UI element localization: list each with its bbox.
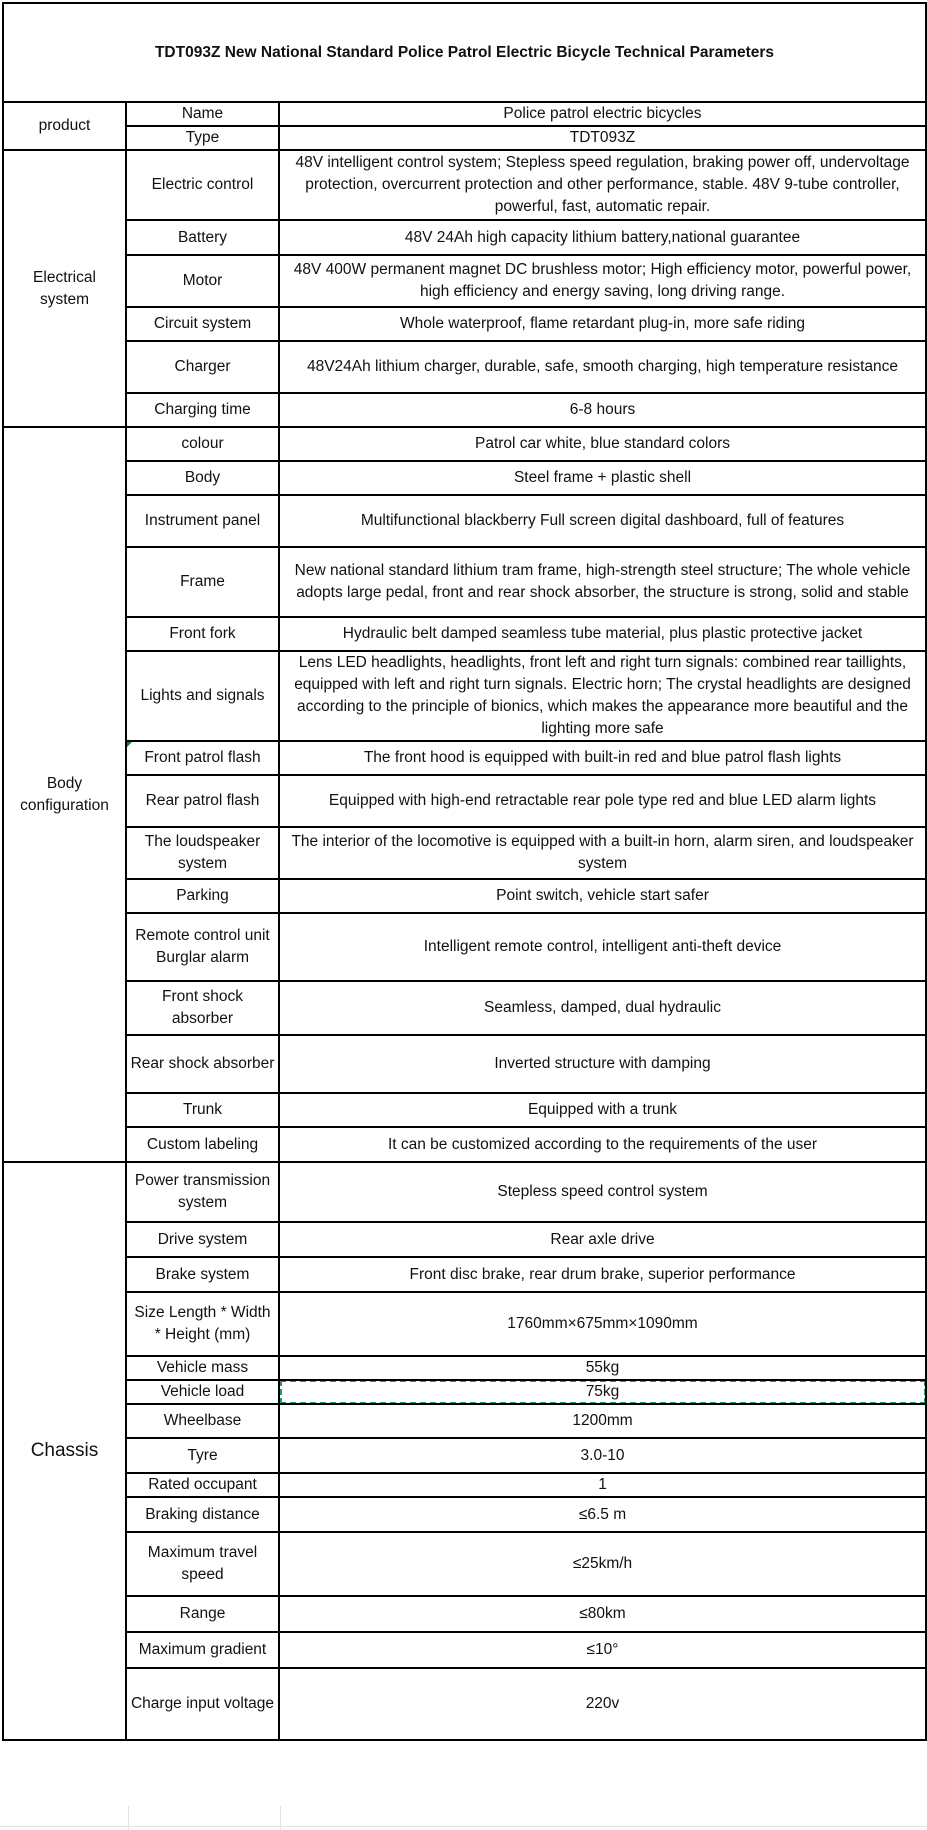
table-row <box>3 102 926 126</box>
value-text: Patrol car white, blue standard colors <box>474 435 731 452</box>
value-text: Equipped with a trunk <box>527 1101 678 1118</box>
param-label: Charger <box>174 358 231 375</box>
table-row <box>3 1532 926 1596</box>
param-label: Maximum gradient <box>138 1641 267 1658</box>
value-text: Hydraulic belt damped seamless tube material, plus plastic protective jacket <box>342 625 863 642</box>
value-cell[interactable] <box>279 126 926 150</box>
value-text: 220v <box>585 1695 620 1712</box>
value-cell[interactable] <box>279 1497 926 1532</box>
param-label: colour <box>181 435 224 452</box>
table-row <box>3 1292 926 1356</box>
param-cell[interactable] <box>126 393 279 427</box>
value-text: It can be customized according to the requirements of the user <box>387 1135 818 1153</box>
value-cell[interactable] <box>279 495 926 547</box>
param-label: Brake system <box>155 1265 250 1283</box>
table-row <box>3 393 926 427</box>
value-text: Lens LED headlights, headlights, front left and right turn signals: combined rear taillights, equipped with left and right turn signals. Electric horn; The crystal headlights are designed according to the principle of bionics, which makes the appearance more beautiful and the lighting more safe <box>294 654 911 737</box>
param-cell[interactable] <box>126 1596 279 1632</box>
value-cell[interactable] <box>279 220 926 255</box>
value-cell[interactable] <box>279 741 926 775</box>
value-cell[interactable] <box>279 1257 926 1292</box>
param-cell[interactable] <box>126 775 279 827</box>
table-row <box>3 1438 926 1473</box>
value-text: 48V intelligent control system; Stepless speed regulation, braking power off, undervoltage protection, overcurrent protection and other performance, stable. 48V 9-tube controller, powerful, fast, automatic repair. <box>295 154 910 215</box>
value-text: Whole waterproof, flame retardant plug-in, more safe riding <box>400 315 805 332</box>
param-label: Circuit system <box>153 315 252 332</box>
sheet-gridline <box>0 1826 927 1827</box>
table-row <box>3 1668 926 1740</box>
value-cell[interactable] <box>279 981 926 1035</box>
table-row <box>3 651 926 741</box>
param-cell[interactable] <box>126 1222 279 1257</box>
param-label: Parking <box>176 887 229 904</box>
value-cell[interactable] <box>279 827 926 879</box>
value-text: 48V 400W permanent magnet DC brushless motor; High efficiency motor, powerful power, high efficiency and energy saving, long driving range. <box>293 261 912 300</box>
value-text: Equipped with high-end retractable rear pole type red and blue LED alarm lights <box>328 792 877 809</box>
table-row <box>3 1632 926 1668</box>
param-cell[interactable] <box>126 495 279 547</box>
param-label: Front fork <box>169 625 236 642</box>
param-label: Size Length * Width * Height (mm) <box>134 1304 271 1343</box>
value-text: Multifunctional blackberry Full screen digital dashboard, full of features <box>360 512 845 529</box>
param-cell[interactable] <box>126 913 279 981</box>
param-cell[interactable] <box>126 981 279 1035</box>
table-row <box>3 913 926 981</box>
param-cell[interactable] <box>126 827 279 879</box>
param-cell[interactable] <box>126 1380 279 1404</box>
table-row <box>3 1473 926 1497</box>
table-row <box>3 1404 926 1438</box>
param-label: Front patrol flash <box>144 749 261 766</box>
param-cell[interactable] <box>126 102 279 126</box>
param-cell[interactable] <box>126 1473 279 1497</box>
param-label: Rear shock absorber <box>130 1055 275 1072</box>
table-row <box>3 307 926 341</box>
param-cell[interactable] <box>126 255 279 307</box>
param-cell[interactable] <box>126 1356 279 1380</box>
param-cell[interactable] <box>126 1668 279 1740</box>
value-text: TDT093Z <box>569 129 636 146</box>
table-row <box>3 1356 926 1380</box>
param-cell[interactable] <box>126 1035 279 1093</box>
param-label: The loudspeaker system <box>144 833 261 872</box>
table-row <box>3 1380 926 1404</box>
table-row <box>3 461 926 495</box>
param-cell[interactable] <box>126 307 279 341</box>
value-text: New national standard lithium tram frame, high-strength steel structure; The whole vehicle adopts large pedal, front and rear shock absorber, the structure is strong, solid and stable <box>294 562 911 601</box>
value-text: Point switch, vehicle start safer <box>496 887 709 904</box>
table-row <box>3 427 926 461</box>
value-cell[interactable] <box>279 913 926 981</box>
value-cell[interactable] <box>279 1380 926 1404</box>
param-label: Vehicle load <box>160 1383 245 1400</box>
param-cell[interactable] <box>126 1292 279 1356</box>
value-cell[interactable] <box>279 1632 926 1668</box>
group-cell[interactable]: Electrical system <box>3 150 126 427</box>
table-row <box>3 1035 926 1093</box>
table-row <box>3 495 926 547</box>
table-row <box>3 1497 926 1532</box>
table-title[interactable]: TDT093Z New National Standard Police Patrol Electric Bicycle Technical Parameters <box>3 3 926 102</box>
value-text: Front disc brake, rear drum brake, superior performance <box>409 1265 796 1283</box>
table-row <box>3 255 926 307</box>
value-cell[interactable] <box>279 102 926 126</box>
value-text: ≤25km/h <box>572 1555 633 1572</box>
table-row <box>3 341 926 393</box>
table-row <box>3 150 926 220</box>
param-label: Power transmission system <box>134 1172 271 1211</box>
param-label: Custom labeling <box>146 1135 259 1153</box>
param-label: Maximum travel speed <box>147 1544 258 1583</box>
param-cell[interactable] <box>126 220 279 255</box>
value-text: Stepless speed control system <box>497 1183 708 1200</box>
param-cell[interactable] <box>126 1497 279 1532</box>
param-label: Rear patrol flash <box>145 792 260 809</box>
param-label: Electric control <box>151 176 254 193</box>
table-row <box>3 775 926 827</box>
table-row <box>3 1093 926 1127</box>
param-cell[interactable] <box>126 150 279 220</box>
value-text: 3.0-10 <box>580 1446 625 1464</box>
param-cell[interactable] <box>126 651 279 741</box>
param-label: Motor <box>182 272 223 289</box>
value-cell[interactable] <box>279 879 926 913</box>
value-cell[interactable] <box>279 393 926 427</box>
group-cell[interactable]: Chassis <box>3 1162 126 1740</box>
value-text: Steel frame + plastic shell <box>513 469 692 486</box>
param-cell[interactable] <box>126 547 279 617</box>
value-text: 1200mm <box>572 1412 633 1429</box>
param-label: Wheelbase <box>163 1412 242 1429</box>
value-cell[interactable] <box>279 1035 926 1093</box>
param-cell[interactable] <box>126 1093 279 1127</box>
param-label: Drive system <box>157 1230 248 1248</box>
value-cell[interactable] <box>279 1292 926 1356</box>
table-row <box>3 220 926 255</box>
value-cell[interactable] <box>279 1222 926 1257</box>
param-label: Charge input voltage <box>130 1695 275 1712</box>
param-cell[interactable] <box>126 341 279 393</box>
value-cell[interactable] <box>279 461 926 495</box>
value-cell[interactable] <box>279 255 926 307</box>
param-cell[interactable] <box>126 1404 279 1438</box>
value-text: 6-8 hours <box>569 401 636 418</box>
param-cell[interactable] <box>126 126 279 150</box>
value-cell[interactable] <box>279 651 926 741</box>
param-cell[interactable] <box>126 617 279 651</box>
value-cell[interactable] <box>279 150 926 220</box>
group-cell[interactable]: product <box>3 102 126 150</box>
table-row <box>3 1222 926 1257</box>
group-cell[interactable]: Body configuration <box>3 427 126 1162</box>
value-cell[interactable] <box>279 427 926 461</box>
value-text: 75kg <box>585 1383 620 1400</box>
value-text: 1760mm×675mm×1090mm <box>507 1315 698 1332</box>
value-text: 48V24Ah lithium charger, durable, safe, smooth charging, high temperature resistance <box>306 358 899 375</box>
param-label: Trunk <box>182 1101 223 1118</box>
value-cell[interactable] <box>279 1127 926 1162</box>
param-label: Front shock absorber <box>162 988 243 1027</box>
table-row <box>3 1162 926 1222</box>
table-row <box>3 547 926 617</box>
value-cell[interactable] <box>279 1473 926 1497</box>
value-text: The front hood is equipped with built-in red and blue patrol flash lights <box>363 749 842 766</box>
value-text: ≤80km <box>579 1605 626 1622</box>
value-cell[interactable] <box>279 1596 926 1632</box>
value-text: Inverted structure with damping <box>494 1055 711 1072</box>
param-label: Rated occupant <box>148 1476 257 1493</box>
value-cell[interactable] <box>279 547 926 617</box>
param-label: Tyre <box>187 1446 218 1464</box>
param-cell[interactable] <box>126 1127 279 1162</box>
param-cell[interactable] <box>126 1257 279 1292</box>
value-text: The interior of the locomotive is equipped with a built-in horn, alarm siren, and loudspeaker system <box>291 833 914 872</box>
value-cell[interactable] <box>279 775 926 827</box>
param-cell[interactable] <box>126 879 279 913</box>
param-cell[interactable] <box>126 741 279 775</box>
value-cell[interactable] <box>279 307 926 341</box>
value-text: Police patrol electric bicycles <box>503 105 702 122</box>
table-row <box>3 126 926 150</box>
value-text: Intelligent remote control, intelligent anti-theft device <box>423 938 782 955</box>
value-cell[interactable] <box>279 617 926 651</box>
value-cell[interactable] <box>279 1093 926 1127</box>
spec-table <box>2 2 927 1741</box>
param-label: Name <box>181 105 224 122</box>
title-row <box>3 3 926 102</box>
table-row <box>3 981 926 1035</box>
value-text: 1 <box>598 1476 607 1493</box>
value-text: ≤10° <box>586 1641 619 1658</box>
value-text: Seamless, damped, dual hydraulic <box>484 999 721 1016</box>
value-cell[interactable] <box>279 1162 926 1222</box>
value-text: 55kg <box>585 1359 620 1376</box>
value-cell[interactable] <box>279 1668 926 1740</box>
param-cell[interactable] <box>126 1532 279 1596</box>
table-row <box>3 1127 926 1162</box>
param-label: Remote control unit Burglar alarm <box>135 927 270 966</box>
param-label: Frame <box>180 573 225 590</box>
param-cell[interactable] <box>126 461 279 495</box>
value-cell[interactable] <box>279 1404 926 1438</box>
table-row <box>3 879 926 913</box>
value-text: Rear axle drive <box>550 1230 655 1248</box>
param-label: Lights and signals <box>140 687 265 704</box>
param-label: Type <box>185 129 220 146</box>
param-label: Braking distance <box>145 1505 260 1523</box>
table-row <box>3 1596 926 1632</box>
value-cell[interactable] <box>279 1532 926 1596</box>
param-cell[interactable] <box>126 427 279 461</box>
error-indicator-icon[interactable] <box>127 742 132 747</box>
table-row <box>3 741 926 775</box>
value-cell[interactable] <box>279 1356 926 1380</box>
value-cell[interactable] <box>279 341 926 393</box>
table-row <box>3 1257 926 1292</box>
param-label: Body <box>184 469 221 486</box>
param-cell[interactable] <box>126 1162 279 1222</box>
param-label: Battery <box>177 228 228 246</box>
param-label: Charging time <box>154 401 251 418</box>
param-label: Range <box>179 1605 226 1622</box>
value-text: 48V 24Ah high capacity lithium battery,national guarantee <box>404 228 801 246</box>
param-label: Instrument panel <box>144 512 261 529</box>
param-label: Vehicle mass <box>156 1359 249 1376</box>
table-row <box>3 617 926 651</box>
value-cell[interactable] <box>279 1438 926 1473</box>
param-cell[interactable] <box>126 1632 279 1668</box>
table-row <box>3 827 926 879</box>
param-cell[interactable] <box>126 1438 279 1473</box>
value-text: ≤6.5 m <box>578 1505 627 1523</box>
